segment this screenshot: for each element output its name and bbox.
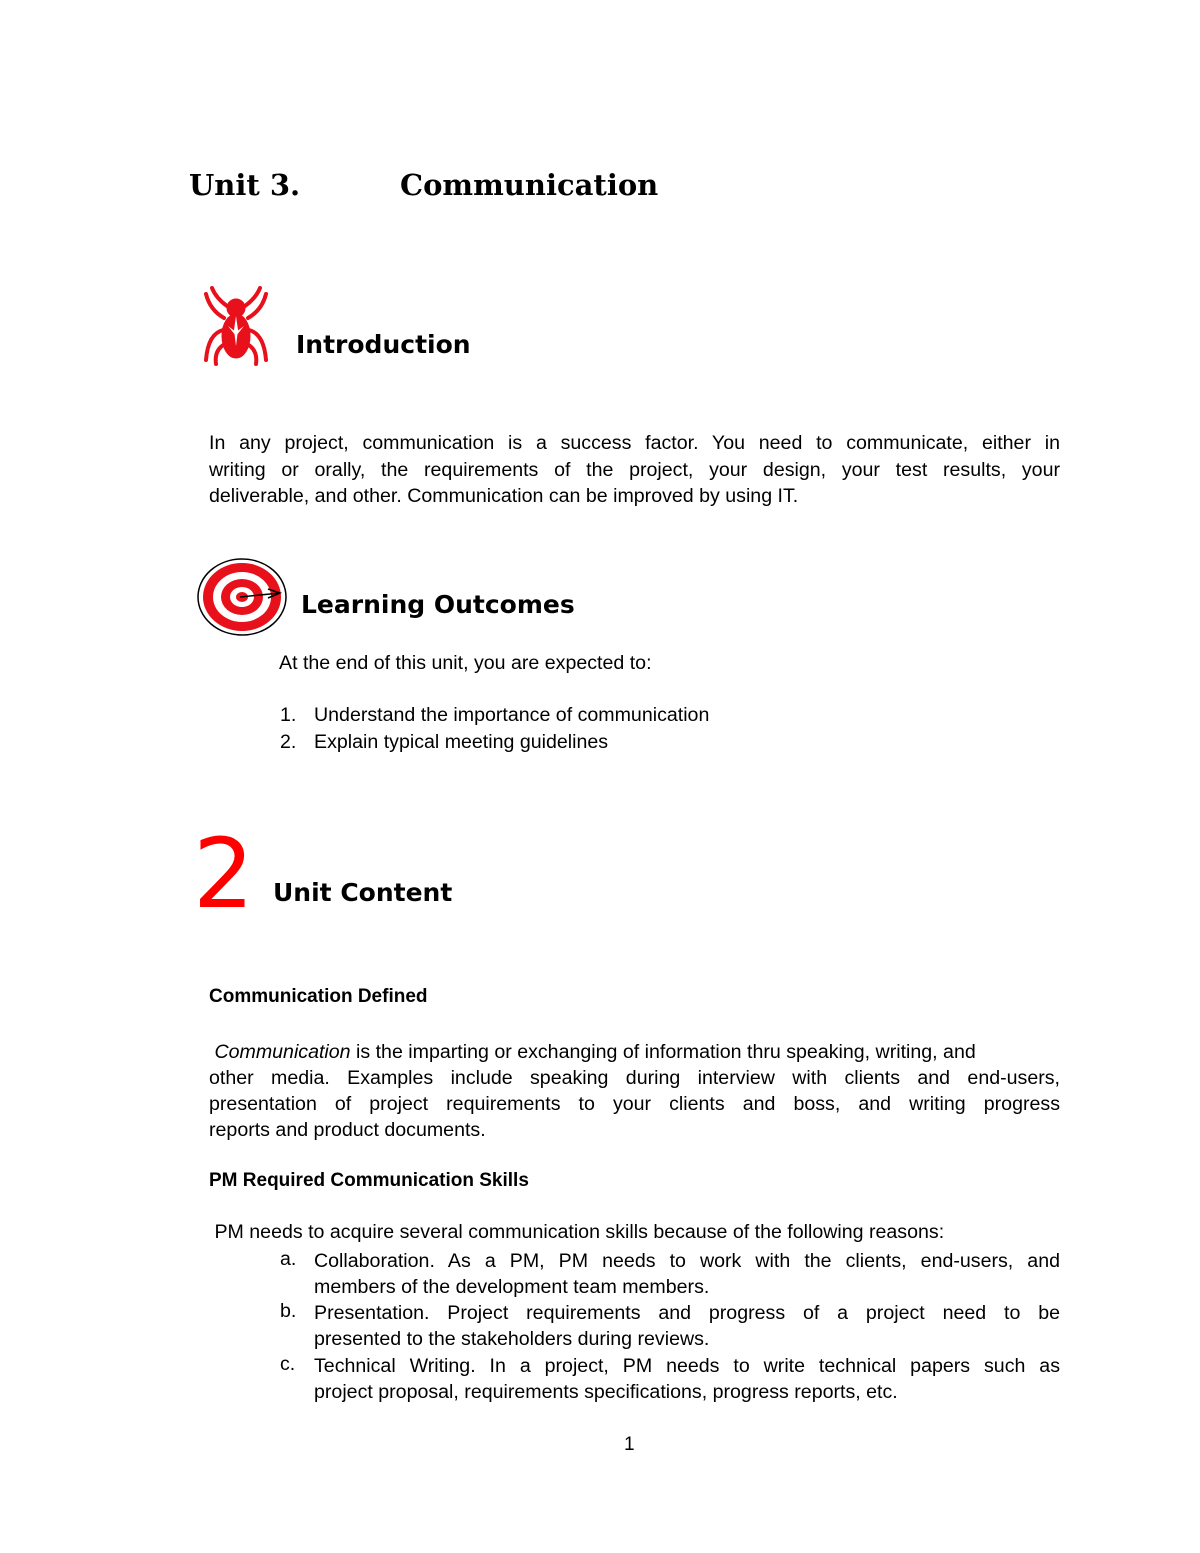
list-item-line: Technical Writing. In a project, PM needs to write technical papers such as xyxy=(314,1355,1060,1377)
list-item-marker: a. xyxy=(280,1248,297,1270)
introduction-line: writing or orally, the requirements of the project, your design, your test results, your xyxy=(209,459,1060,481)
learning-outcomes-heading: Learning Outcomes xyxy=(301,590,575,619)
target-icon xyxy=(196,556,292,638)
introduction-line: In any project, communication is a success factor. You need to communicate, either in xyxy=(209,432,1060,454)
definition-line: is the imparting or exchanging of information thru speaking, writing, and xyxy=(350,1041,976,1063)
list-item-marker: c. xyxy=(280,1353,296,1375)
unit-content-heading: Unit Content xyxy=(273,878,453,907)
learning-outcomes-lead: At the end of this unit, you are expected to: xyxy=(279,652,652,674)
definition-line: reports and product documents. xyxy=(209,1119,486,1141)
definition-line: presentation of project requirements to your clients and boss, and writing progress xyxy=(209,1093,1060,1115)
list-item-marker: 2. xyxy=(280,731,297,753)
pm-skills-lead: PM needs to acquire several communication skills because of the following reasons: xyxy=(209,1221,945,1243)
list-item-line: project proposal, requirements specifications, progress reports, etc. xyxy=(314,1381,898,1403)
communication-defined-paragraph xyxy=(209,1039,1060,1145)
introduction-heading: Introduction xyxy=(296,330,471,359)
list-item-line: Presentation. Project requirements and progress of a project need to be xyxy=(314,1302,1060,1324)
unit-number: Unit 3. xyxy=(189,168,301,202)
list-item: Understand the importance of communication xyxy=(314,704,710,726)
list-item xyxy=(314,1300,1060,1352)
list-item-marker: 1. xyxy=(280,704,297,726)
definition-term: Communication xyxy=(214,1041,351,1063)
list-item: Explain typical meeting guidelines xyxy=(314,731,609,753)
unit-content-number: 2 xyxy=(193,818,255,930)
page-number: 1 xyxy=(624,1434,635,1455)
definition-first-line xyxy=(209,1039,1060,1065)
unit-title: Communication xyxy=(400,168,659,202)
list-item-line: Collaboration. As a PM, PM needs to work with the clients, end-users, and xyxy=(314,1250,1060,1272)
list-item xyxy=(314,1248,1060,1300)
introduction-line: deliverable, and other. Communication can be improved by using IT. xyxy=(209,485,799,507)
definition-line: other media. Examples include speaking during interview with clients and end-users, xyxy=(209,1067,1060,1089)
spider-icon xyxy=(200,286,272,366)
communication-defined-heading: Communication Defined xyxy=(209,986,428,1007)
pm-skills-heading: PM Required Communication Skills xyxy=(209,1170,529,1191)
list-item-line: members of the development team members. xyxy=(314,1276,710,1298)
list-item xyxy=(314,1353,1060,1405)
introduction-paragraph xyxy=(209,430,1060,510)
list-item-line: presented to the stakeholders during reviews. xyxy=(314,1328,710,1350)
list-item-marker: b. xyxy=(280,1300,297,1322)
